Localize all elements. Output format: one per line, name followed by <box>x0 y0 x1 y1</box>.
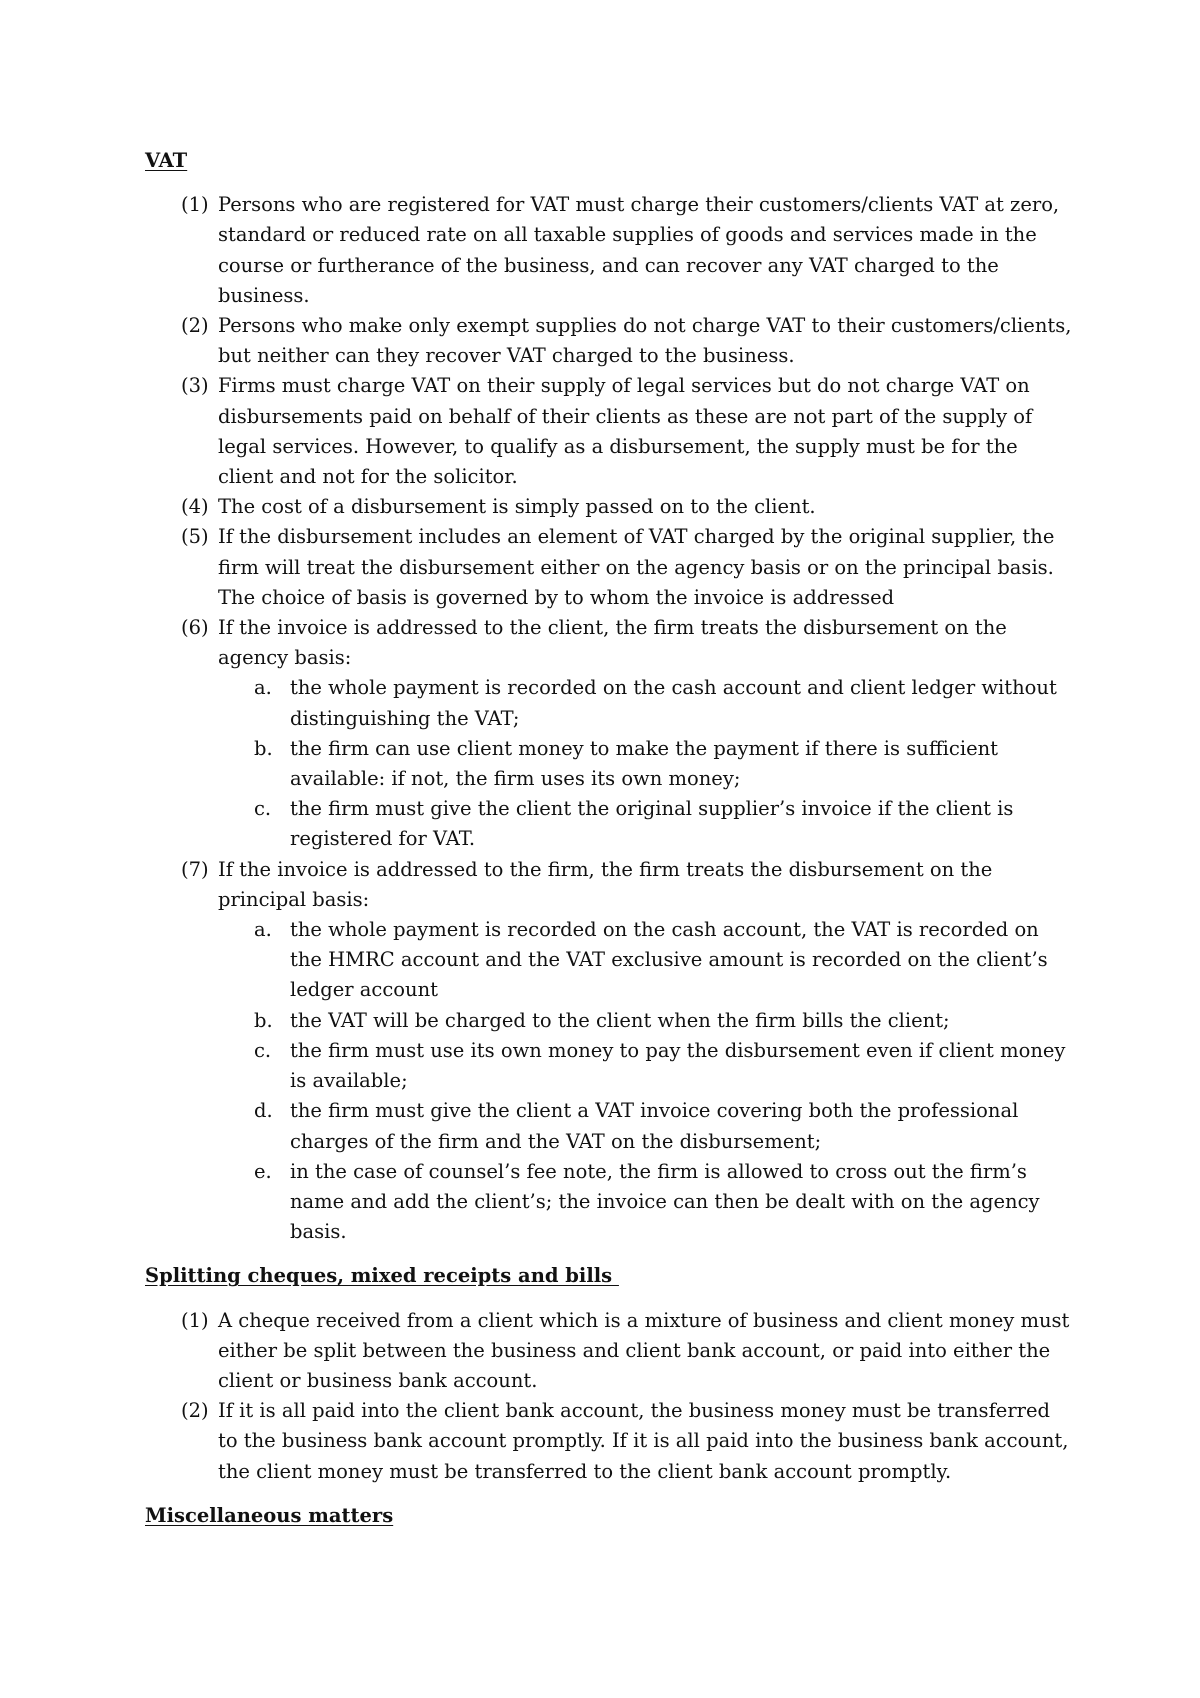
list-item <box>145 311 1075 371</box>
list-item <box>145 1396 1075 1487</box>
subitem-text: the whole payment is recorded on the cash account, the VAT is recorded on the HMRC account and the VAT exclusive amount is recorded on the client’s ledger account <box>290 918 1048 1002</box>
section-miscellaneous <box>145 1501 1075 1531</box>
item-text: The cost of a disbursement is simply passed on to the client. <box>218 495 816 519</box>
document-body <box>145 146 1075 1531</box>
sublist-item <box>218 1096 1075 1156</box>
subitem-text: the firm must give the client the original supplier’s invoice if the client is registered for VAT. <box>290 797 1014 851</box>
item-text: If it is all paid into the client bank account, the business money must be transferred to the business bank account promptly. If it is all paid into the business bank account, the client money must be transferred to the client bank account promptly. <box>218 1399 1069 1483</box>
item-text: A cheque received from a client which is a mixture of business and client money must either be split between the business and client bank account, or paid into either the client or business bank account. <box>218 1308 1070 1392</box>
item-text: If the disbursement includes an element of VAT charged by the original supplier, the firm will treat the disbursement either on the agency basis or on the principal basis. The choice of basis is governed by to whom the invoice is addressed <box>218 525 1055 609</box>
item-text: Persons who make only exempt supplies do not charge VAT to their customers/clients, but neither can they recover VAT charged to the business. <box>218 314 1072 368</box>
subitem-text: the firm must give the client a VAT invoice covering both the professional charges of the firm and the VAT on the disbursement; <box>290 1099 1019 1153</box>
subitem-text: the firm must use its own money to pay the disbursement even if client money is available; <box>290 1038 1066 1093</box>
numbered-list <box>145 190 1075 1247</box>
item-number: (2) <box>181 1399 209 1423</box>
item-number: (6) <box>181 616 209 640</box>
subitem-text: in the case of counsel’s fee note, the firm is allowed to cross out the firm’s name and add the client’s; the invoice can then be dealt with on the agency basis. <box>290 1159 1040 1244</box>
section-heading: VAT <box>145 149 188 172</box>
sublist-item <box>218 673 1075 733</box>
list-item <box>145 190 1075 311</box>
subitem-letter: a. <box>254 918 272 942</box>
section-spacer <box>145 1487 1075 1501</box>
list-item <box>145 371 1075 492</box>
sublist-item <box>218 1036 1075 1096</box>
item-text: If the invoice is addressed to the firm, the firm treats the disbursement on the principal basis: <box>218 857 993 911</box>
subitem-letter: c. <box>254 797 272 821</box>
list-item <box>145 492 1075 522</box>
lettered-sublist <box>218 915 1075 1247</box>
item-text: If the invoice is addressed to the client, the firm treats the disbursement on the agency basis: <box>218 616 1007 670</box>
numbered-list <box>145 1306 1075 1487</box>
subitem-text: the VAT will be charged to the client when the firm bills the client; <box>290 1008 950 1032</box>
sublist-item <box>218 794 1075 854</box>
subitem-letter: d. <box>254 1099 273 1123</box>
subitem-letter: c. <box>254 1038 272 1062</box>
section-heading: Splitting cheques, mixed receipts and bills <box>145 1264 619 1288</box>
section-spacer <box>145 1247 1075 1261</box>
sublist-item <box>218 1157 1075 1248</box>
subitem-letter: b. <box>254 1008 273 1032</box>
section-vat <box>145 146 1075 1247</box>
list-item <box>145 855 1075 1248</box>
item-number: (1) <box>181 1308 209 1332</box>
item-number: (5) <box>181 525 209 549</box>
list-item <box>145 613 1075 855</box>
item-number: (4) <box>181 495 209 519</box>
sublist-item <box>218 734 1075 794</box>
item-number: (1) <box>181 193 209 217</box>
list-item <box>145 1306 1075 1397</box>
lettered-sublist <box>218 673 1075 854</box>
subitem-letter: e. <box>254 1159 272 1183</box>
item-text: Firms must charge VAT on their supply of legal services but do not charge VAT on disbursements paid on behalf of their clients as these are not part of the supply of legal services. However, to qualify as a disbursement, the supply must be for the client and not for the solicitor. <box>218 374 1033 489</box>
item-text: Persons who are registered for VAT must charge their customers/clients VAT at zero, standard or reduced rate on all taxable supplies of goods and services made in the course or furtherance of the business, and can recover any VAT charged to the business. <box>218 193 1060 307</box>
item-number: (7) <box>181 857 209 881</box>
sublist-item <box>218 1006 1075 1036</box>
sublist-item <box>218 915 1075 1006</box>
subitem-text: the whole payment is recorded on the cash account and client ledger without distinguishing the VAT; <box>290 676 1057 730</box>
section-heading: Miscellaneous matters <box>145 1503 394 1527</box>
item-number: (2) <box>181 314 209 338</box>
subitem-letter: b. <box>254 736 273 760</box>
subitem-letter: a. <box>254 676 272 700</box>
section-splitting-cheques <box>145 1261 1075 1486</box>
item-number: (3) <box>181 374 209 398</box>
subitem-text: the firm can use client money to make the payment if there is sufficient available: if not, the firm uses its own money; <box>290 736 998 791</box>
list-item <box>145 522 1075 613</box>
